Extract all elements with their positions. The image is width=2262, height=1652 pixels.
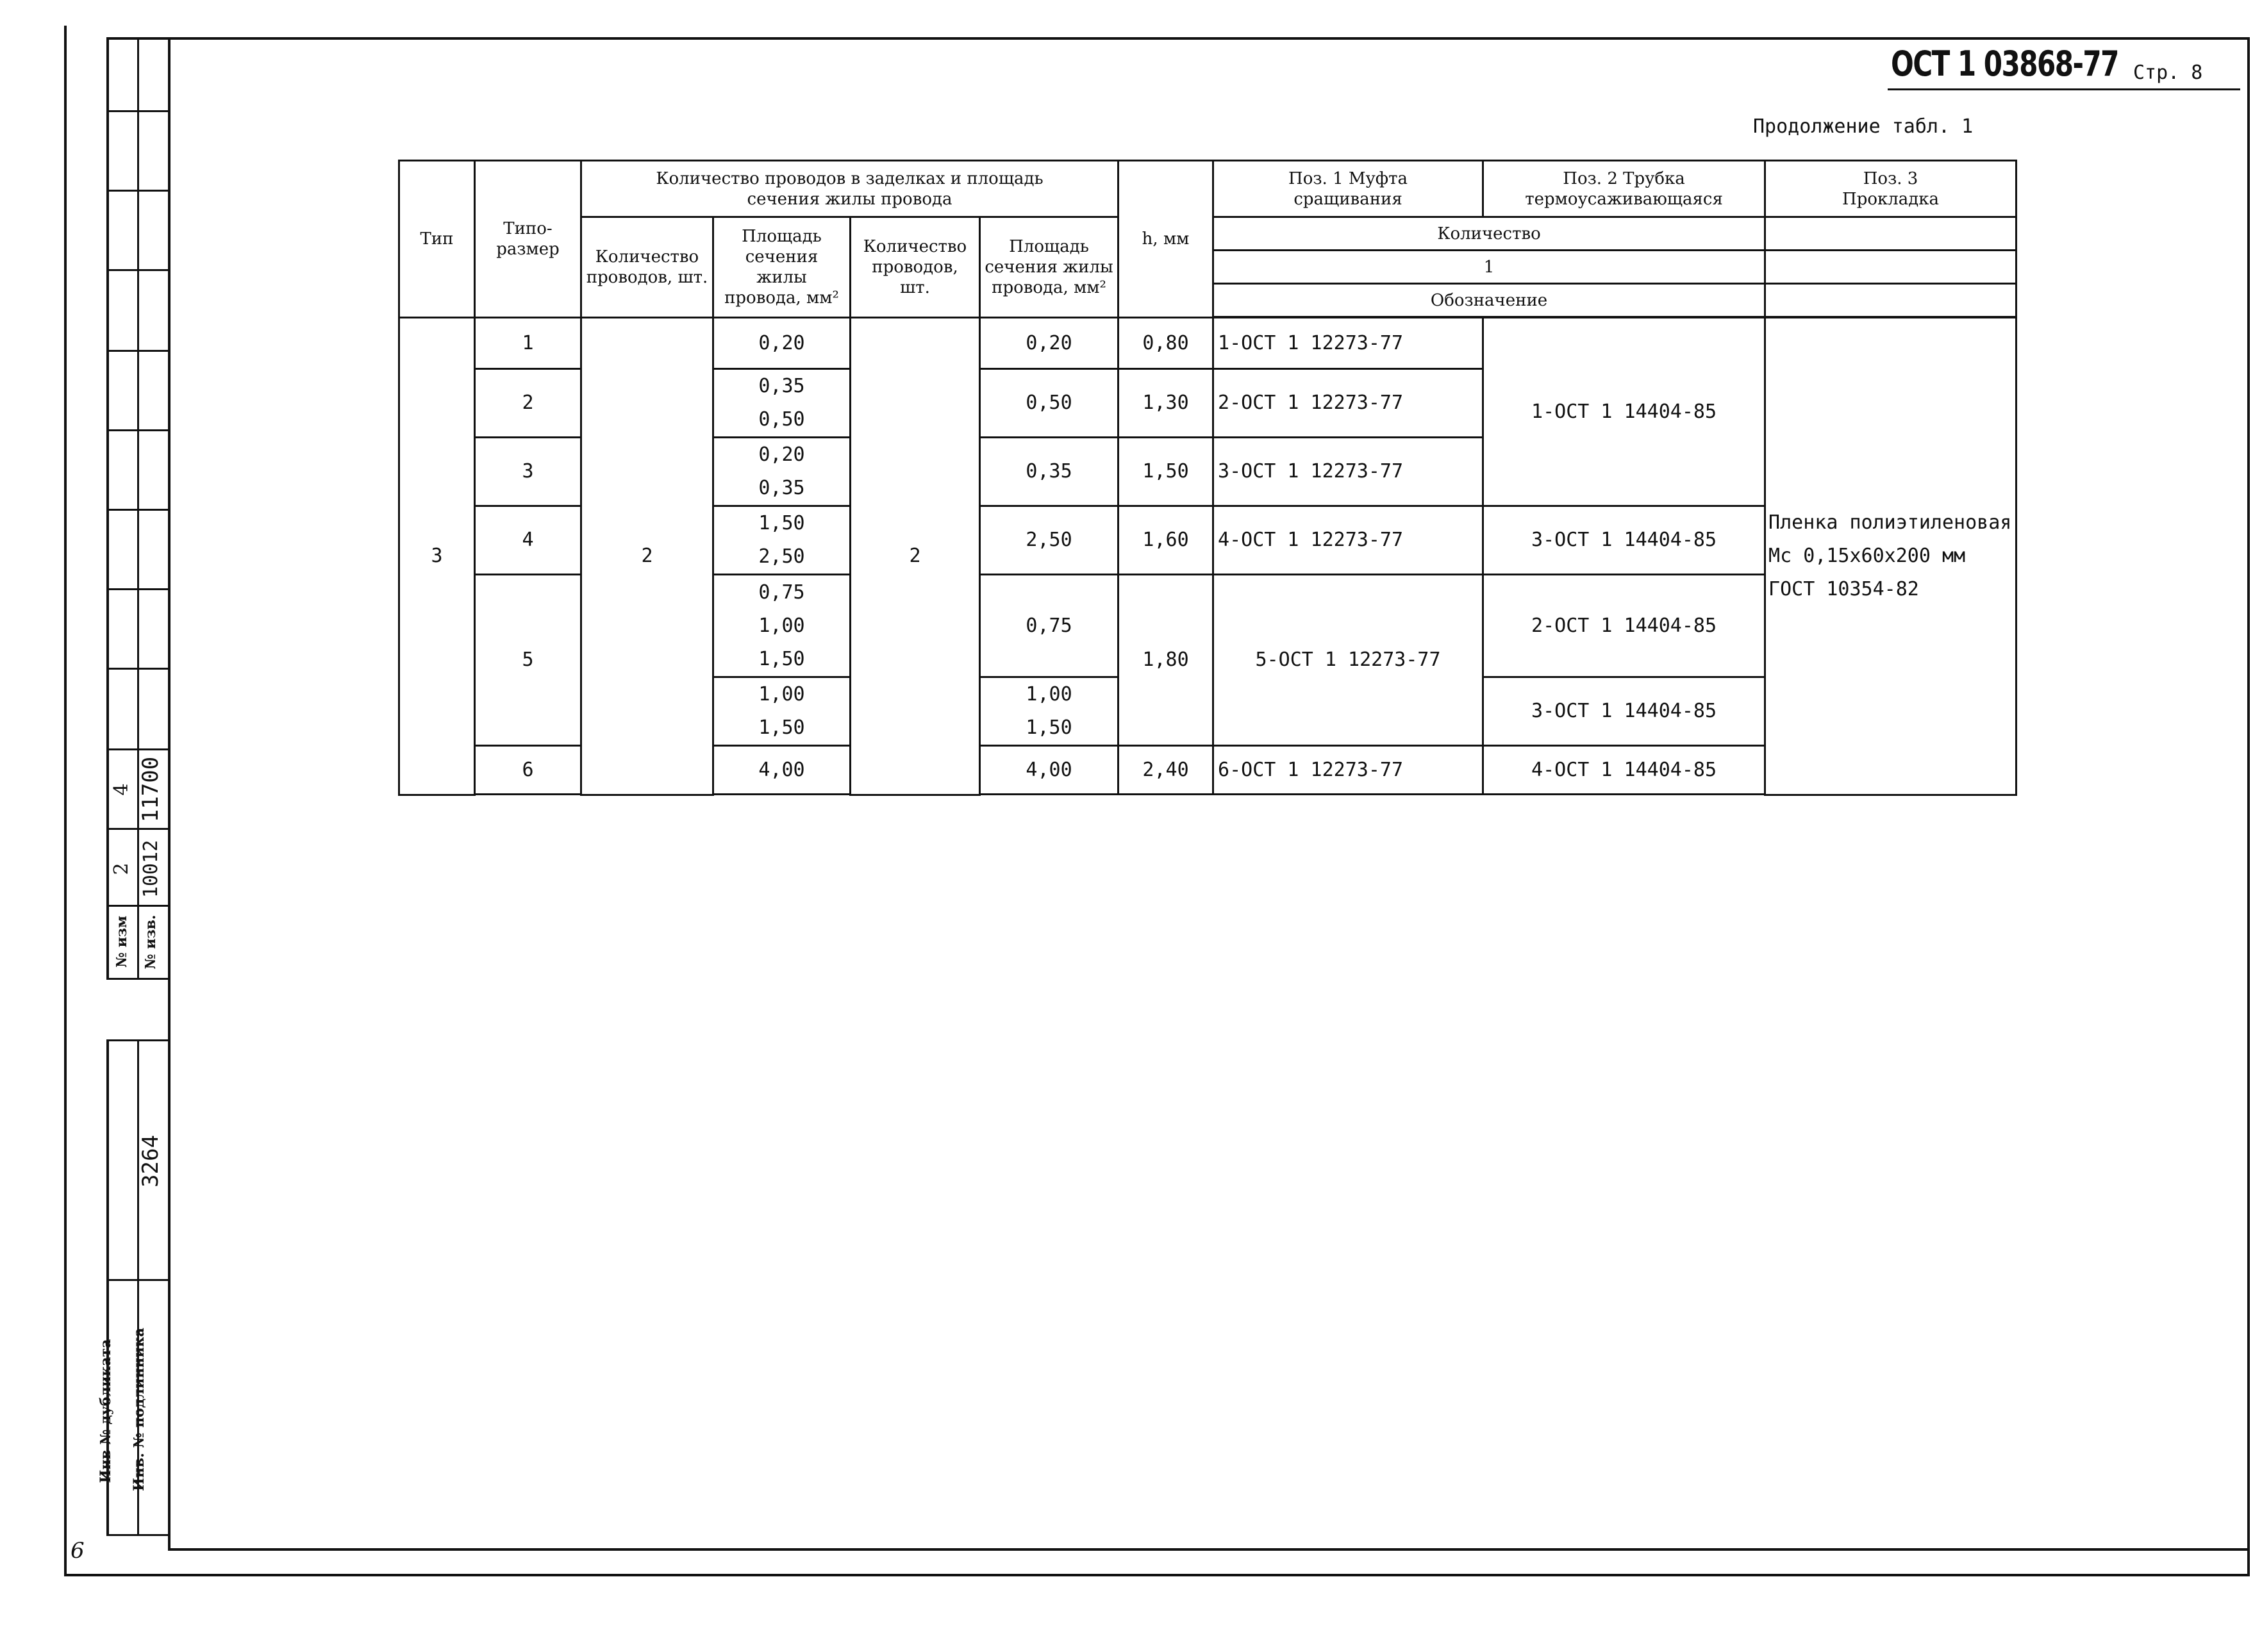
pos3-line-1: Пленка полиэтиленовая [1768, 511, 2012, 534]
cell-pos2-rows1-3: 1-ОСТ 1 14404-85 [1483, 318, 1765, 506]
stamp2-hline [106, 1279, 169, 1281]
frame-right [2247, 37, 2250, 1575]
cell-area1 [713, 506, 851, 575]
cell-h: 1,50 [1119, 438, 1213, 506]
header-pos3-designation [1765, 284, 2017, 317]
cell-size: 1 [475, 318, 581, 369]
cell-size: 5 [475, 575, 581, 746]
cell-area2 [980, 677, 1119, 746]
frame-top [106, 37, 2250, 40]
cell-size: 2 [475, 369, 581, 438]
header-count2: Количество проводов, шт. [851, 217, 980, 318]
notice-value-10012: 10012 [140, 839, 162, 898]
stamp-hline [106, 190, 169, 192]
cell-pos3 [1765, 318, 2017, 795]
header-type: Тип [399, 161, 475, 318]
cell-area2: 4,00 [980, 746, 1119, 795]
cell-h: 1,60 [1119, 506, 1213, 575]
area1-value: 0,35 [758, 375, 805, 397]
cell-pos1: 3-ОСТ 1 12273-77 [1213, 438, 1483, 506]
frame-bottom [168, 1548, 2250, 1551]
cell-size: 4 [475, 506, 581, 575]
header-wires-group: Количество проводов в заделках и площадь сечения жилы провода [581, 161, 1119, 217]
cell-pos2-row6: 4-ОСТ 1 14404-85 [1483, 746, 1765, 795]
header-count1: Количество проводов, шт. [581, 217, 713, 318]
header-pos2: Поз. 2 Трубка термоусаживающаяся [1483, 161, 1765, 217]
cell-area1 [713, 318, 851, 369]
frame-bottom-outer [64, 1574, 2250, 1576]
cell-pos1: 6-ОСТ 1 12273-77 [1213, 746, 1483, 795]
cell-pos1: 4-ОСТ 1 12273-77 [1213, 506, 1483, 575]
stamp-hline [106, 350, 169, 352]
cell-size: 3 [475, 438, 581, 506]
cell-type: 3 [399, 318, 475, 795]
cell-pos1: 5-ОСТ 1 12273-77 [1213, 575, 1483, 746]
cell-area1 [713, 575, 851, 677]
stamp-hline [106, 588, 169, 590]
area1-value: 0,75 [758, 581, 805, 604]
area1-value: 1,50 [758, 647, 805, 670]
area1-value: 2,50 [758, 545, 805, 568]
corner-mark: 6 [71, 1538, 85, 1564]
stamp-hline [106, 978, 169, 980]
cell-area1 [713, 369, 851, 438]
cell-area1 [713, 746, 851, 795]
page-label: Стр. 8 [2133, 62, 2203, 84]
area1-value: 4,00 [758, 758, 805, 781]
frame-left-inner [168, 37, 170, 1549]
cell-pos2-row5b: 3-ОСТ 1 14404-85 [1483, 677, 1765, 746]
cell-area2: 0,20 [980, 318, 1119, 369]
dup-label: Инв № дубликата [97, 1339, 114, 1483]
stamp-hline [106, 429, 169, 431]
header-h: h, мм [1119, 161, 1213, 318]
notice-no-label: № изв. [142, 914, 159, 970]
cell-pos2-row4: 3-ОСТ 1 14404-85 [1483, 506, 1765, 575]
orig-label: Инв. № подлинника [131, 1328, 147, 1491]
area1-value: 0,20 [758, 443, 805, 466]
cell-h: 0,80 [1119, 318, 1213, 369]
area1-value: 1,50 [758, 512, 805, 534]
area1-value: 0,50 [758, 408, 805, 431]
table-caption: Продолжение табл. 1 [1753, 115, 1974, 138]
header-underline [1888, 88, 2240, 90]
cell-pos1: 1-ОСТ 1 12273-77 [1213, 318, 1483, 369]
pos3-line-3: ГОСТ 10354-82 [1768, 578, 1919, 600]
header-area2: Площадь сечения жилы провода, мм² [980, 217, 1119, 318]
area1-value: 1,00 [758, 683, 805, 706]
main-table [398, 160, 2017, 796]
cell-count1: 2 [581, 318, 713, 795]
stamp-hline [106, 269, 169, 271]
cell-area1 [713, 677, 851, 746]
cell-area2: 2,50 [980, 506, 1119, 575]
notice-value-11700: 11700 [138, 756, 163, 823]
pos3-line-2: Мс 0,15х60х200 мм [1768, 545, 1966, 567]
cell-h: 1,80 [1119, 575, 1213, 746]
frame-left-outer [64, 26, 67, 1576]
change-value-4: 4 [110, 783, 133, 796]
cell-pos2-row5a: 2-ОСТ 1 14404-85 [1483, 575, 1765, 677]
header-quantity: Количество [1213, 217, 1765, 251]
header-area1: Площадь сечения жилы провода, мм² [713, 217, 851, 318]
area1-value: 1,50 [758, 716, 805, 739]
stamp-hline [106, 509, 169, 511]
cell-h: 1,30 [1119, 369, 1213, 438]
cell-pos1: 2-ОСТ 1 12273-77 [1213, 369, 1483, 438]
doc-code: ОСТ 1 03868-77 [1891, 44, 2118, 84]
orig-value: 3264 [138, 1135, 163, 1187]
header-designation: Обозначение [1213, 284, 1765, 317]
header-quantity-value: 1 [1213, 251, 1765, 284]
stamp-hline [106, 110, 169, 112]
area1-value: 0,20 [758, 331, 805, 354]
cell-h: 2,40 [1119, 746, 1213, 795]
stamp2-bottom [106, 1534, 169, 1536]
cell-area2: 0,50 [980, 369, 1119, 438]
cell-area2: 0,75 [980, 575, 1119, 677]
area1-value: 0,35 [758, 477, 805, 499]
change-value-2: 2 [110, 863, 133, 875]
area2-value: 1,00 [1026, 683, 1072, 706]
stamp-hline [106, 668, 169, 670]
header-pos3: Поз. 3 Прокладка [1765, 161, 2017, 217]
stamp-col-left [106, 37, 109, 979]
cell-size: 6 [475, 746, 581, 795]
cell-count2: 2 [851, 318, 980, 795]
area2-value: 1,50 [1026, 716, 1072, 739]
cell-area2: 0,35 [980, 438, 1119, 506]
header-pos3-quantity [1765, 217, 2017, 251]
header-pos1: Поз. 1 Муфта сращивания [1213, 161, 1483, 217]
area1-value: 1,00 [758, 614, 805, 637]
header-pos3-quantity-value [1765, 251, 2017, 284]
change-no-label: № изм [113, 915, 130, 968]
stamp2-top [106, 1039, 169, 1041]
cell-area1 [713, 438, 851, 506]
header-size: Типо-размер [475, 161, 581, 318]
